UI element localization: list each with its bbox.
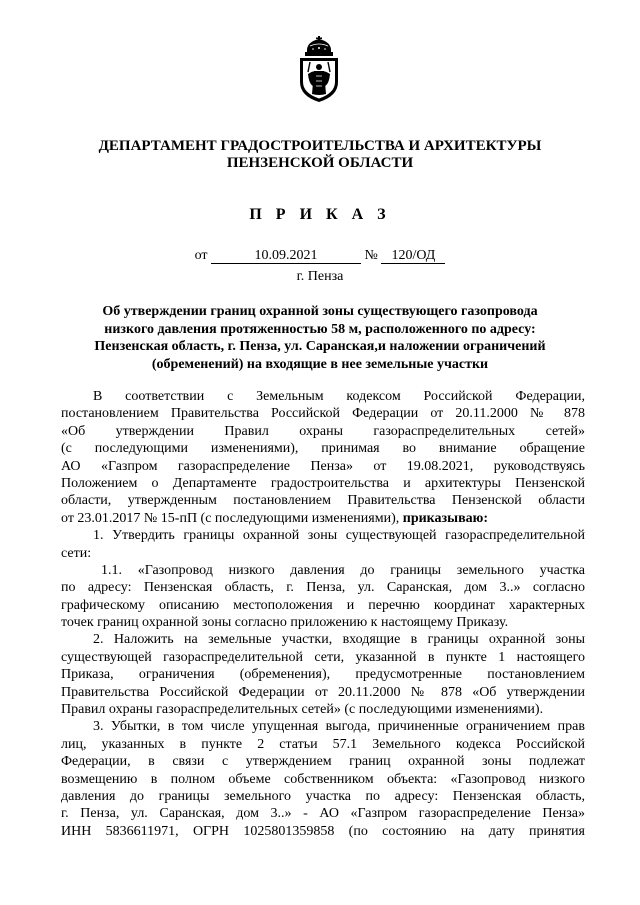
order-keyword: приказываю: [402, 510, 484, 526]
body-line: 3. Убытки, в том числе упущенная выгода, причиненные ограничением прав: [93, 719, 585, 735]
title-line: Об утверждении границ охранной зоны существующего газопровода: [102, 304, 538, 319]
coat-of-arms-emblem: [294, 36, 344, 104]
order-number: 120/ОД: [381, 248, 445, 264]
city-label: г. Пенза: [296, 269, 344, 284]
body-line: Правил охраны газораспределительных сетей» (с последующими изменениями).: [61, 702, 544, 718]
body-line: графическому описанию местоположения и перечню координат характерных: [61, 597, 585, 613]
order-body: [61, 388, 585, 840]
order-title: [70, 303, 570, 373]
body-line: давления до границы земельного участка по адресу: Пензенская область,: [61, 788, 585, 804]
body-line: 1.1. «Газопровод низкого давления до границы земельного участка: [101, 562, 585, 578]
title-line: Пензенская область, г. Пенза, ул. Саранская,и наложении ограничений: [94, 339, 546, 355]
body-line: области, утвержденным постановлением Правительства Пензенской области: [61, 493, 585, 509]
number-prefix: №: [364, 248, 378, 263]
order-keyword-colon: :: [483, 510, 489, 526]
order-date: 10.09.2021: [211, 248, 361, 264]
body-line: «Об утверждении Правил охраны газораспределительных сетей»: [61, 423, 585, 439]
body-line: точек границ охранной зоны согласно приложению к настоящему Приказу.: [61, 615, 509, 631]
body-line: 2. Наложить на земельные участки, входящие в границы охранной зоны: [93, 632, 585, 648]
title-line: (обременений) на входящие в нее земельные участки: [151, 356, 489, 372]
body-line: В соответствии с Земельным кодексом Российской Федерации,: [93, 389, 585, 404]
body-line: по адресу: Пензенская область, г. Пенза, ул. Саранская, дом 3..» согласно: [61, 580, 585, 596]
body-line: Правительства Российской Федерации от 20.11.2000 № 878 «Об утверждении: [61, 684, 585, 700]
body-line: существующей газораспределительной сети, указанной в пункте 1 настоящего: [61, 649, 585, 665]
body-line: Федерации, в связи с утверждением границ охранной зоны подлежат: [61, 754, 585, 770]
body-line: [61, 510, 585, 527]
date-number-line: [0, 248, 640, 264]
body-line: возмещению в полном объеме собственником объекта: «Газопровод низкого: [61, 771, 585, 787]
body-line: ИНН 5836611971, ОГРН 1025801359858 (по состоянию на дату принятия: [61, 823, 585, 839]
body-line: постановлением Правительства Российской Федерации от 20.11.2000 № 878: [61, 406, 585, 422]
title-line: низкого давления протяженностью 58 м, расположенного по адресу:: [104, 321, 536, 337]
department-name: [60, 138, 580, 172]
body-line-text: от 23.01.2017 № 15-пП (с последующими изменениями),: [61, 510, 400, 526]
body-line: (с последующими изменениями), принимая во внимание обращение: [61, 441, 585, 457]
date-prefix: от: [194, 248, 208, 263]
body-line: АО «Газпром газораспределение Пенза» от 19.08.2021, руководствуясь: [61, 458, 585, 474]
body-line: 1. Утвердить границы охранной зоны существующей газораспределительной: [93, 528, 585, 544]
body-line: Приказа, ограничения (обременения), предусмотренные постановлением: [61, 667, 585, 683]
department-line-2: ПЕНЗЕНСКОЙ ОБЛАСТИ: [226, 155, 414, 171]
document-type-heading: П Р И К А З: [249, 206, 391, 223]
body-line: г. Пенза, ул. Саранская, дом 3..» - АО «Газпром газораспределение Пенза»: [61, 806, 585, 822]
department-line-1: ДЕПАРТАМЕНТ ГРАДОСТРОИТЕЛЬСТВА И АРХИТЕКТУРЫ: [98, 138, 542, 154]
body-line: лиц, указанных в пункте 2 статьи 57.1 Земельного кодекса Российской: [61, 736, 585, 752]
body-line: Положением о Департаменте градостроительства и архитектуры Пензенской: [61, 475, 585, 491]
body-line: сети:: [61, 545, 92, 561]
